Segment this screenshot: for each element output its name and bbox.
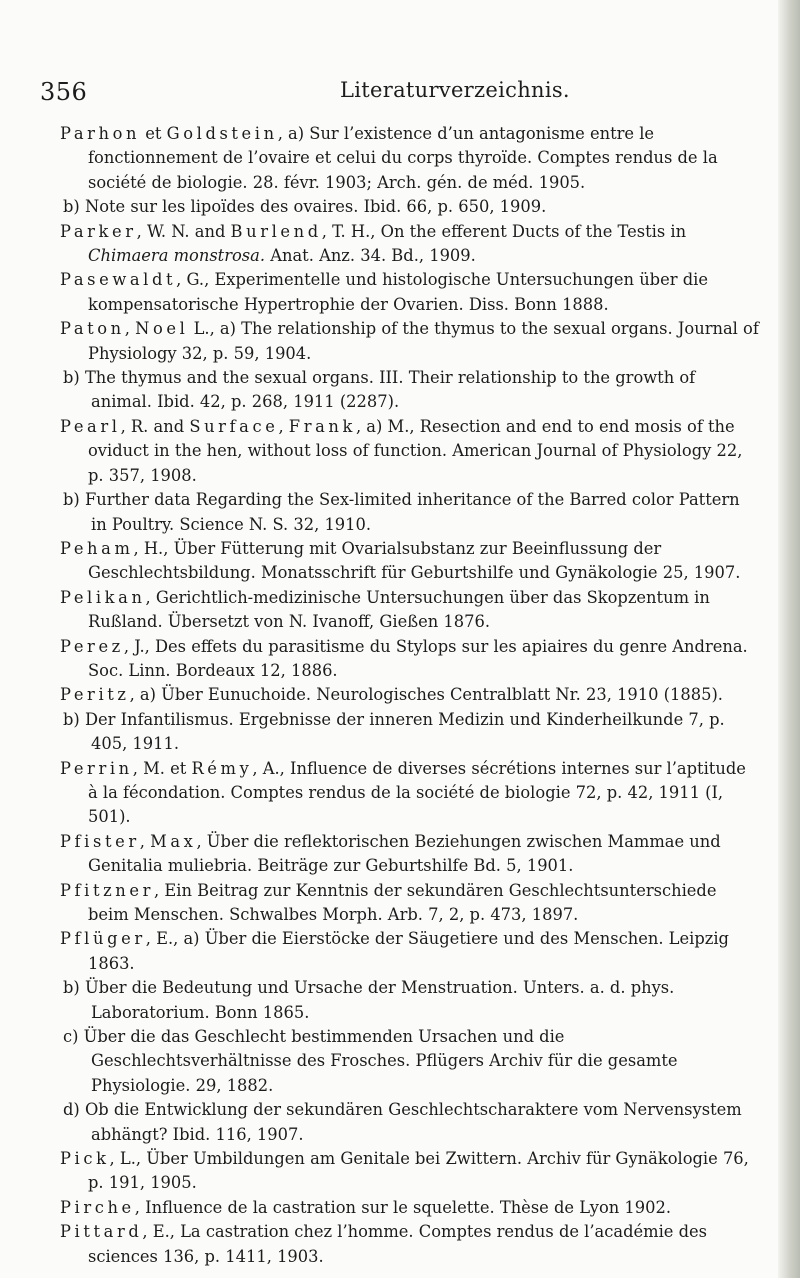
author-name: Pirche xyxy=(60,1197,135,1217)
author-name: Pfister xyxy=(60,831,140,851)
author-name: Pasewaldt xyxy=(60,270,177,290)
bib-entry-pflueger: Pflüger, E., a) Über die Eierstöcke der Säugetiere und des Menschen. Leipzig 1863. xyxy=(60,929,729,973)
author-name: Pelikan xyxy=(60,587,146,607)
bib-subentry: b) Über die Bedeutung und Ursache der Menstruation. Unters. a. d. phys. Laboratorium. Bonn 1865. xyxy=(63,978,675,1022)
author-name: Goldstein xyxy=(166,124,278,143)
bib-subentry: b) Der Infantilismus. Ergebnisse der inneren Medizin und Kinderheilkunde 7, p. 405, 1911. xyxy=(63,709,725,754)
bib-subentry: c) Über die das Geschlecht bestimmenden Ursachen und die Geschlechtsverhältnisse des Frosches. Pflügers Archiv für die gesamte Physiologie. 29, 1882. xyxy=(63,1027,678,1095)
bib-entry-peritz: Peritz, a) Über Eunuchoide. Neurologisches Centralblatt Nr. 23, 1910 (1885). xyxy=(60,685,723,705)
author-name: Pittard xyxy=(60,1222,143,1242)
bib-entry-pasewaldt: Pasewaldt, G., Experimentelle und histologische Untersuchungen über die kompensatorische Hypertrophie der Ovarien. Diss. Bonn 1888. xyxy=(60,270,708,314)
page-number: 356 xyxy=(40,78,88,106)
bib-entry-pfitzner: Pfitzner, Ein Beitrag zur Kenntnis der sekundären Geschlechtsunterschiede beim Menschen. Schwalbes Morph. Arb. 7, 2, p. 473, 1897. xyxy=(60,880,717,924)
author-name: Pfitzner xyxy=(60,880,155,900)
author-name: Peritz xyxy=(60,685,130,705)
author-name: Peham xyxy=(60,538,134,558)
bib-entry-perrin: Perrin, M. et Rémy, A., Influence de diverses sécrétions internes sur l’aptitude à la fécondation. Comptes rendus de la société de biologie 72, p. 42, 1911 (I, 501). xyxy=(60,758,746,827)
bib-entry-pittard: Pittard, E., La castration chez l’homme. Comptes rendus de l’académie des sciences 136, p. 1411, 1903. xyxy=(60,1222,708,1266)
author-name: Surface xyxy=(189,416,279,436)
bib-entry-pirche: Pirche, Influence de la castration sur le squelette. Thèse de Lyon 1902. xyxy=(60,1197,672,1217)
author-name: Perez xyxy=(60,636,124,656)
bib-entry-peham: Peham, H., Über Fütterung mit Ovarialsubstanz zur Beeinflussung der Geschlechtsbildung. Monatsschrift für Geburtshilfe und Gynäkologie 25, 1907. xyxy=(60,538,741,583)
bib-subentry: b) Note sur les lipoïdes des ovaires. Ibid. 66, p. 650, 1909. xyxy=(63,197,547,217)
author-name: Paton xyxy=(60,319,125,339)
author-name: Frank xyxy=(288,416,356,436)
author-name: Parhon xyxy=(60,124,141,143)
page-edge-shadow xyxy=(778,0,800,1278)
bib-subentry: d) Ob die Entwicklung der sekundären Geschlechtscharaktere vom Nervensystem abhängt? Ibid. 116, 1907. xyxy=(63,1100,742,1144)
author-name: Parker xyxy=(60,221,137,241)
bib-entry-parker: Parker, W. N. and Burlend, T. H., On the efferent Ducts of the Testis in Chimaera monstrosa. Anat. Anz. 34. Bd., 1909. xyxy=(60,221,687,266)
running-title: Literaturverzeichnis. xyxy=(340,78,570,102)
bib-entry-pfister: Pfister, Max, Über die reflektorischen Beziehungen zwischen Mammae und Genitalia muliebria. Beiträge zur Geburtshilfe Bd. 5, 1901. xyxy=(60,831,721,876)
bib-entry-parhon: Parhon et Goldstein, a) Sur l’existence d’un antagonisme entre le fonctionnement de l’ovaire et celui du corps thyroïde. Comptes rendus de la société de biologie. 28. févr. 1903; Arch. gén. de méd. 1905. xyxy=(60,124,718,192)
bib-entry-paton: Paton, Noel L., a) The relationship of the thymus to the sexual organs. Journal of Physiology 32, p. 59, 1904. xyxy=(60,319,759,363)
author-name: Rémy xyxy=(191,758,253,778)
author-name: Burlend xyxy=(230,221,322,241)
author-name: Max xyxy=(150,831,197,851)
author-name: Pick xyxy=(60,1149,110,1169)
bib-entry-pick: Pick, L., Über Umbildungen am Genitale bei Zwittern. Archiv für Gynäkologie 76, p. 191, 1905. xyxy=(60,1149,749,1193)
page-header xyxy=(40,78,760,108)
author-name: Pflüger xyxy=(60,929,146,949)
bib-subentry: b) Further data Regarding the Sex-limited inheritance of the Barred color Pattern in Poultry. Science N. S. 32, 1910. xyxy=(63,490,740,534)
bib-subentry: b) The thymus and the sexual organs. III. Their relationship to the growth of animal. Ibid. 42, p. 268, 1911 (2287). xyxy=(63,368,696,412)
bibliography-list xyxy=(60,122,760,1269)
bib-entry-perez: Perez, J., Des effets du parasitisme du Stylops sur les apiaires du genre Andrena. Soc. Linn. Bordeaux 12, 1886. xyxy=(60,636,748,680)
bib-entry-pearl: Pearl, R. and Surface, Frank, a) M., Resection and end to end mosis of the oviduct in the hen, without loss of function. American Journal of Physiology 22, p. 357, 1908. xyxy=(60,416,743,485)
author-name: Noel xyxy=(135,319,189,339)
author-name: Perrin xyxy=(60,758,133,778)
italic-title: Chimaera monstrosa. xyxy=(88,246,266,266)
author-name: Pearl xyxy=(60,416,121,436)
bib-entry-pelikan: Pelikan, Gerichtlich-medizinische Untersuchungen über das Skopzentum in Rußland. Übersetzt von N. Ivanoff, Gießen 1876. xyxy=(60,587,710,632)
